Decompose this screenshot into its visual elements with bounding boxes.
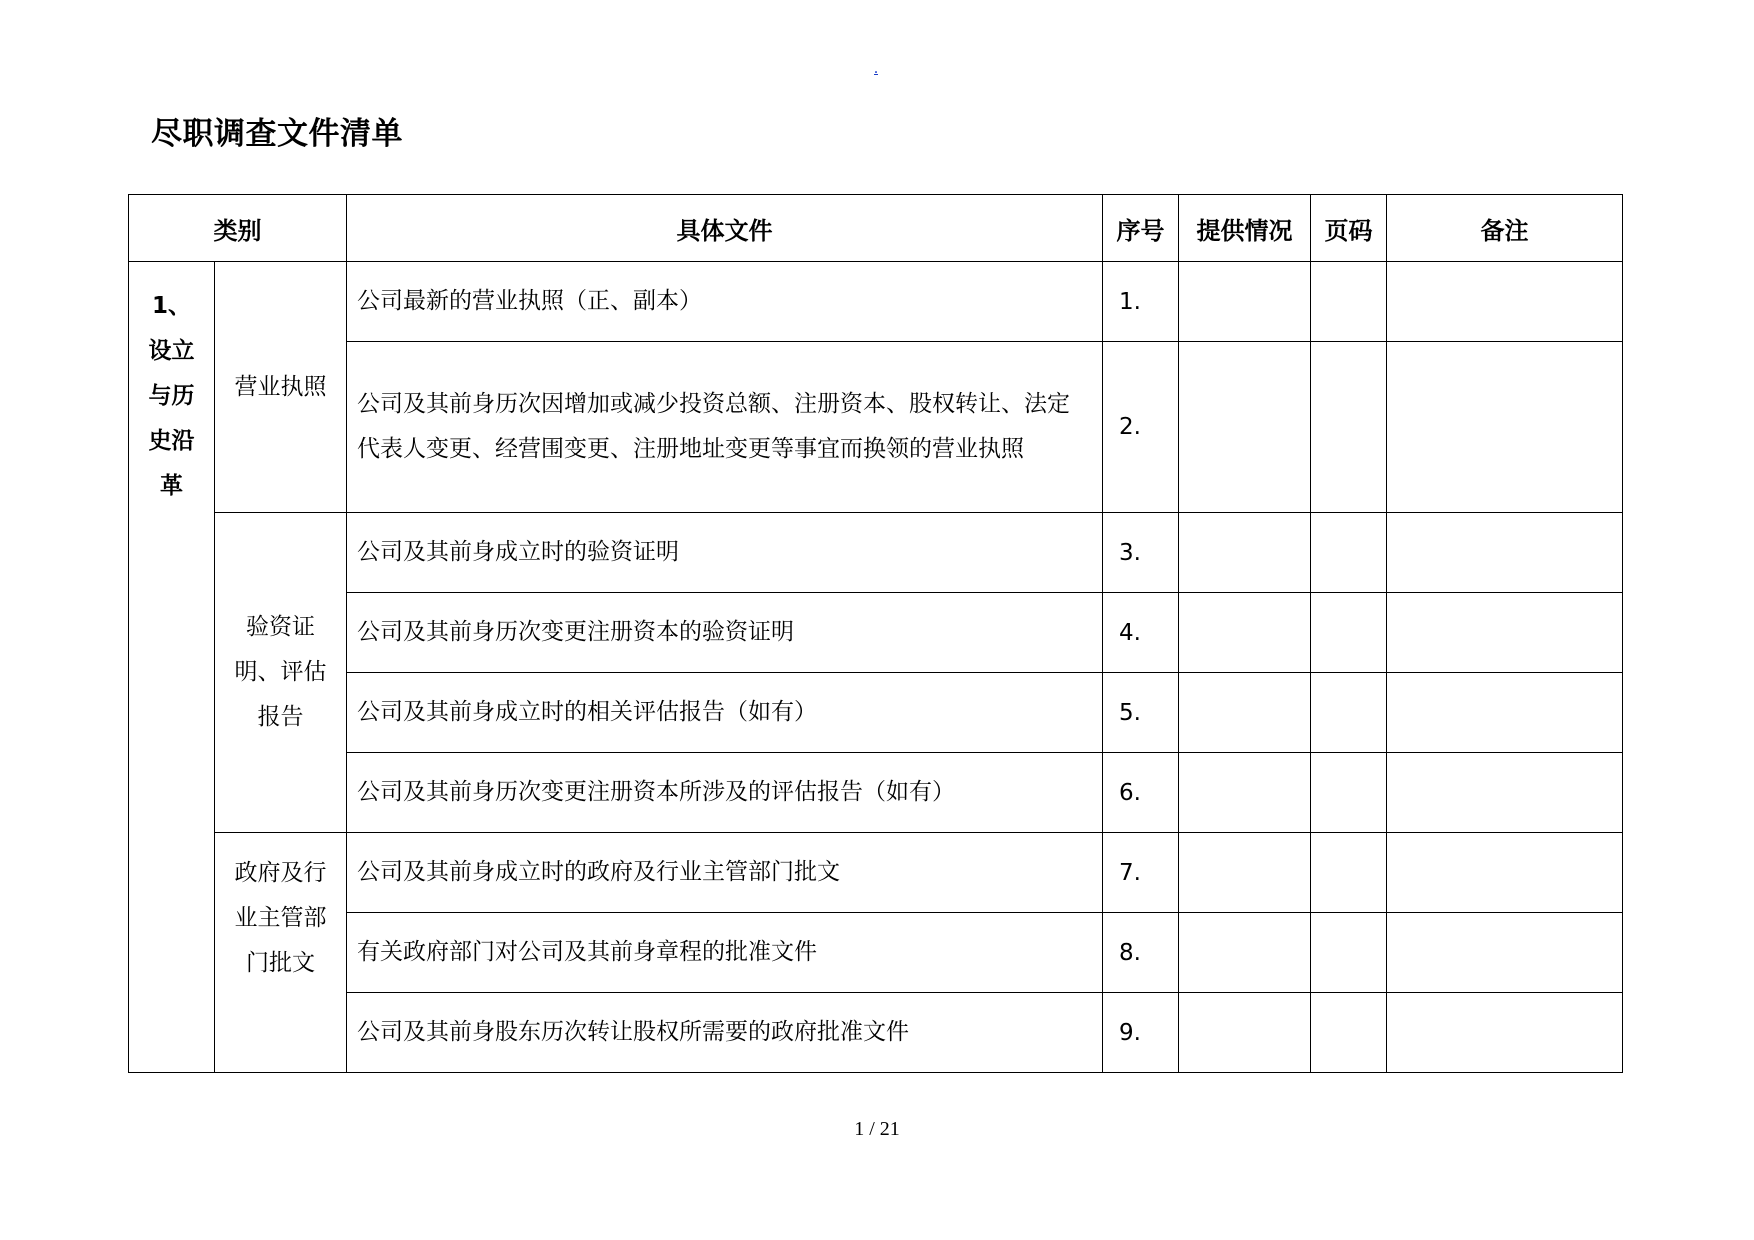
table-row	[129, 262, 1623, 342]
document-cell: 公司及其前身历次因增加或减少投资总额、注册资本、股权转让、法定代表人变更、经营围变更、注册地址变更等事宜而换领的营业执照	[347, 342, 1103, 513]
page-indicator: 1 / 21	[854, 1118, 900, 1140]
status-cell[interactable]	[1179, 833, 1311, 913]
document-cell: 有关政府部门对公司及其前身章程的批准文件	[347, 913, 1103, 993]
status-cell[interactable]	[1179, 913, 1311, 993]
status-cell[interactable]	[1179, 342, 1311, 513]
header-seq: 序号	[1103, 195, 1179, 262]
header-status: 提供情况	[1179, 195, 1311, 262]
page-cell[interactable]	[1311, 753, 1387, 833]
page-cell[interactable]	[1311, 993, 1387, 1073]
table-row	[129, 753, 1623, 833]
page-cell[interactable]	[1311, 262, 1387, 342]
seq-cell: 2.	[1103, 342, 1179, 513]
group-cell-business-license	[215, 262, 347, 513]
table-row	[129, 513, 1623, 593]
document-cell: 公司及其前身历次变更注册资本所涉及的评估报告（如有）	[347, 753, 1103, 833]
remark-cell[interactable]	[1387, 833, 1623, 913]
page-cell[interactable]	[1311, 342, 1387, 513]
remark-cell[interactable]	[1387, 342, 1623, 513]
document-cell: 公司及其前身成立时的政府及行业主管部门批文	[347, 833, 1103, 913]
table-row	[129, 913, 1623, 993]
status-cell[interactable]	[1179, 593, 1311, 673]
seq-cell: 3.	[1103, 513, 1179, 593]
remark-cell[interactable]	[1387, 913, 1623, 993]
remark-cell[interactable]	[1387, 593, 1623, 673]
group-label: 验资证明、评估报告	[234, 614, 327, 730]
seq-cell: 1.	[1103, 262, 1179, 342]
group-cell-capital-verification	[215, 513, 347, 833]
remark-cell[interactable]	[1387, 513, 1623, 593]
header-category: 类别	[129, 195, 347, 262]
table-row	[129, 673, 1623, 753]
header-mark: .	[874, 60, 878, 77]
remark-cell[interactable]	[1387, 262, 1623, 342]
due-diligence-table	[128, 194, 1623, 1073]
status-cell[interactable]	[1179, 753, 1311, 833]
header-page: 页码	[1311, 195, 1387, 262]
seq-cell: 8.	[1103, 913, 1179, 993]
page-cell[interactable]	[1311, 833, 1387, 913]
page-cell[interactable]	[1311, 913, 1387, 993]
document-cell: 公司及其前身股东历次转让股权所需要的政府批准文件	[347, 993, 1103, 1073]
status-cell[interactable]	[1179, 262, 1311, 342]
group-label: 营业执照	[234, 373, 327, 400]
seq-cell: 7.	[1103, 833, 1179, 913]
table-row	[129, 593, 1623, 673]
document-cell: 公司及其前身历次变更注册资本的验资证明	[347, 593, 1103, 673]
page-cell[interactable]	[1311, 513, 1387, 593]
seq-cell: 5.	[1103, 673, 1179, 753]
page-cell[interactable]	[1311, 673, 1387, 753]
remark-cell[interactable]	[1387, 753, 1623, 833]
header-remark: 备注	[1387, 195, 1623, 262]
status-cell[interactable]	[1179, 993, 1311, 1073]
document-cell: 公司及其前身成立时的验资证明	[347, 513, 1103, 593]
header-document: 具体文件	[347, 195, 1103, 262]
remark-cell[interactable]	[1387, 993, 1623, 1073]
seq-cell: 9.	[1103, 993, 1179, 1073]
group-cell-government-approval	[215, 833, 347, 1073]
seq-cell: 6.	[1103, 753, 1179, 833]
group-label: 政府及行业主管部门批文	[234, 860, 327, 976]
status-cell[interactable]	[1179, 673, 1311, 753]
table-row	[129, 993, 1623, 1073]
table-header-row	[129, 195, 1623, 262]
main-category-cell	[129, 262, 215, 1073]
seq-cell: 4.	[1103, 593, 1179, 673]
page-cell[interactable]	[1311, 593, 1387, 673]
main-category-label: 1、设立与历史沿革	[148, 293, 195, 499]
table-row	[129, 833, 1623, 913]
document-title: 尽职调查文件清单	[151, 116, 403, 152]
table-row	[129, 342, 1623, 513]
remark-cell[interactable]	[1387, 673, 1623, 753]
document-cell: 公司最新的营业执照（正、副本）	[347, 262, 1103, 342]
document-cell: 公司及其前身成立时的相关评估报告（如有）	[347, 673, 1103, 753]
status-cell[interactable]	[1179, 513, 1311, 593]
